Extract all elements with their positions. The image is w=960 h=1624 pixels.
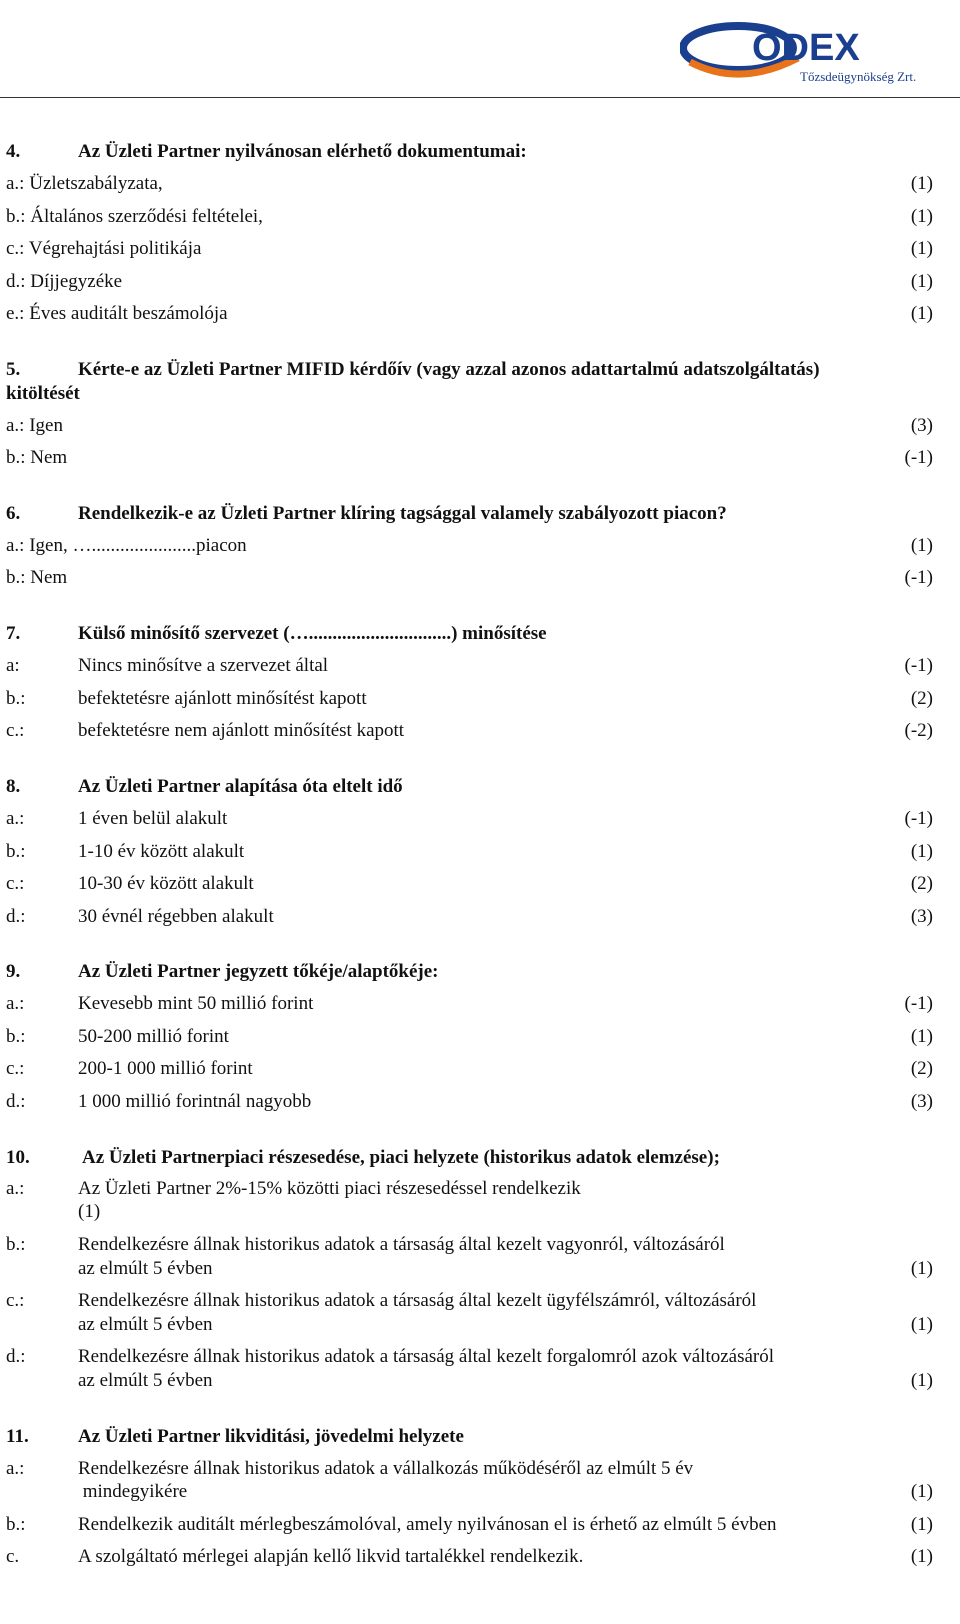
option-points: (-2) [904,720,933,741]
option-points: (1) [910,1370,933,1391]
section-title: Az Üzleti Partner jegyzett tőkéje/alaptőkéje: [78,961,439,982]
option-letter: b.: [6,567,26,588]
option-letter: c.: [6,720,25,741]
option-points: (-1) [904,567,933,588]
option-text: Rendelkezik auditált mérlegbeszámolóval, amely nyilvánosan el is érhető az elmúlt 5 évben [78,1514,777,1535]
option-text-continued: az elmúlt 5 évben [78,1314,213,1335]
option-text: A szolgáltató mérlegei alapján kellő likvid tartalékkel rendelkezik. [78,1546,584,1567]
option-text-continued: az elmúlt 5 évben [78,1370,213,1391]
section-number: 9. [6,961,21,982]
option-text: Kevesebb mint 50 millió forint [78,993,314,1014]
option-text: befektetésre ajánlott minősítést kapott [78,688,367,709]
option-points: (1) [910,271,933,292]
option-letter: c.: [6,873,25,894]
option-text: 1 000 millió forintnál nagyobb [78,1091,312,1112]
option-text: Végrehajtási politikája [28,238,202,259]
option-points: (-1) [904,808,933,829]
option-points: (1) [910,303,933,324]
option-points: (1) [910,1546,933,1567]
option-points: (1) [910,1314,933,1335]
section-title: Kérte-e az Üzleti Partner MIFID kérdőív (vagy azzal azonos adattartalmú adatszolgáltatás) [78,359,820,380]
section-number: 10. [6,1147,30,1168]
option-text: 50-200 millió forint [78,1026,229,1047]
section-number: 6. [6,503,21,524]
option-text: befektetésre nem ajánlott minősítést kapott [78,720,405,741]
option-points: (1) [910,1514,933,1535]
logo-text: ODEX [752,27,860,69]
option-points: (2) [910,1058,933,1079]
option-letter: b.: [6,447,26,468]
option-points: (1) [910,1481,933,1502]
option-points: (2) [910,688,933,709]
option-points: (-1) [904,993,933,1014]
option-letter: a.: [6,173,25,194]
option-text: 200-1 000 millió forint [78,1058,253,1079]
option-text: Rendelkezésre állnak historikus adatok a társaság által kezelt ügyfélszámról, változásáról [78,1290,757,1311]
option-text: 30 évnél régebben alakult [78,906,274,927]
option-text: Az Üzleti Partner 2%-15% közötti piaci részesedéssel rendelkezik [78,1178,581,1199]
option-letter: b.: [6,1514,26,1535]
option-letter: b.: [6,841,26,862]
section-title: Az Üzleti Partner alapítása óta eltelt idő [78,776,403,797]
option-text: Rendelkezésre állnak historikus adatok a társaság által kezelt vagyonról, változásáról [78,1234,725,1255]
option-points: (3) [910,415,933,436]
option-text: Rendelkezésre állnak historikus adatok a vállalkozás működéséről az elmúlt 5 év [78,1458,694,1479]
option-letter: a.: [6,1458,25,1479]
option-letter: b.: [6,1026,26,1047]
option-points: (3) [910,906,933,927]
option-letter: a: [6,655,20,676]
option-text: Igen [29,415,63,436]
option-text: Nem [30,567,68,588]
option-text: Díjjegyzéke [30,271,123,292]
odex-logo [680,18,945,86]
option-text: Igen, …......................piacon [29,535,247,556]
option-letter: a.: [6,993,25,1014]
option-points: (3) [910,1091,933,1112]
option-points: (-1) [904,447,933,468]
section-title: Az Üzleti Partner likviditási, jövedelmi helyzete [78,1426,464,1447]
section-number: 8. [6,776,21,797]
option-letter: d.: [6,271,26,292]
section-title: Külső minősítő szervezet (…..............................) minősítése [78,623,547,644]
option-points: (1) [910,1258,933,1279]
option-text-continued: az elmúlt 5 évben [78,1258,213,1279]
option-points: (1) [910,173,933,194]
section-title: Az Üzleti Partnerpiaci részesedése, piaci helyzete (historikus adatok elemzése); [82,1147,720,1168]
option-text: 10-30 év között alakult [78,873,254,894]
option-points: (1) [910,1026,933,1047]
option-letter: a.: [6,415,25,436]
header-rule [0,97,960,98]
option-letter: b.: [6,206,26,227]
option-points: (1) [910,238,933,259]
option-text: Üzletszabályzata, [29,173,163,194]
option-text: Nincs minősítve a szervezet által [78,655,329,676]
section-number: 4. [6,141,21,162]
option-letter: c.: [6,238,25,259]
option-points: (1) [910,841,933,862]
section-number: 11. [6,1426,29,1447]
section-number: 5. [6,359,21,380]
option-letter: a.: [6,1178,25,1199]
section-title: Az Üzleti Partner nyilvánosan elérhető dokumentumai: [78,141,527,162]
option-letter: a.: [6,535,25,556]
option-letter: a.: [6,808,25,829]
option-text: 1 éven belül alakult [78,808,228,829]
option-letter: b.: [6,688,26,709]
option-points: (1) [78,1201,101,1222]
option-points: (-1) [904,655,933,676]
section-title-continued: kitöltését [6,383,80,404]
option-letter: c. [6,1546,20,1567]
option-points: (1) [910,206,933,227]
option-text: 1-10 év között alakult [78,841,245,862]
option-points: (2) [910,873,933,894]
option-text: Éves auditált beszámolója [29,303,228,324]
option-letter: c.: [6,1290,25,1311]
section-title: Rendelkezik-e az Üzleti Partner klíring tagsággal valamely szabályozott piacon? [78,503,727,524]
option-letter: d.: [6,1346,26,1367]
section-number: 7. [6,623,21,644]
option-letter: c.: [6,1058,25,1079]
option-text-continued: mindegyikére [78,1481,188,1502]
option-letter: d.: [6,1091,26,1112]
logo-subtitle: Tőzsdeügynökség Zrt. [800,69,917,84]
option-text: Nem [30,447,68,468]
option-text: Általános szerződési feltételei, [30,206,263,227]
option-letter: d.: [6,906,26,927]
option-points: (1) [910,535,933,556]
option-letter: e.: [6,303,25,324]
option-text: Rendelkezésre állnak historikus adatok a társaság által kezelt forgalomról azok változásáról [78,1346,775,1367]
option-letter: b.: [6,1234,26,1255]
